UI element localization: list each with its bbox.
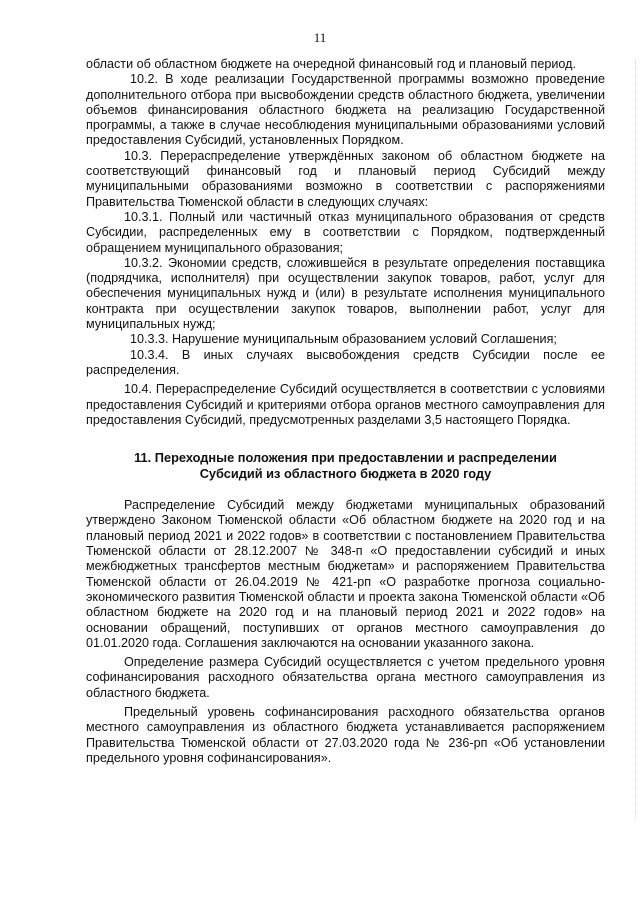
paragraph-10-3-4: 10.3.4. В иных случаях высвобождения средств Субсидии после ее распределения. [86,347,605,377]
paragraph-10-3-1: 10.3.1. Полный или частичный отказ муниципального образования от средств Субсидии, распределенных ему в соответствии с Порядком, подтвержденный обращением муниципального образования; [86,209,605,255]
paragraph-10-3-2: 10.3.2. Экономии средств, сложившейся в результате определения поставщика (подрядчика, исполнителя) при осуществлении закупок товаров, работ, услуг для обеспечения муниципальных нужд и (или) в результате исполнения муниципального контракта при осуществлении закупок товаров, выполнении работ, услуг для муниципальных нужд; [86,255,605,332]
paragraph-10-4: 10.4. Перераспределение Субсидий осуществляется в соответствии с условиями предоставления Субсидий и критериями отбора органов местного самоуправления для предоставления Субсидий, предусмотренных разделами 3,5 настоящего Порядка. [86,382,605,427]
document-body [86,57,605,766]
scan-edge-marks [629,60,636,820]
paragraph-continuation: области об областном бюджете на очередной финансовый год и плановый период. [86,57,576,71]
paragraph-cofinancing-level: Предельный уровень софинансирования расходного обязательства органов местного самоуправления из областного бюджета устанавливается распоряжением Правительства Тюменской области от 27.03.2020 года № 236-рп «Об установлении предельного уровня софинансирования». [86,704,605,765]
paragraph-size-determination: Определение размера Субсидий осуществляется с учетом предельного уровня софинансирования расходного обязательства органа местного самоуправления из областного бюджета. [86,655,605,700]
paragraph-10-3-3: 10.3.3. Нарушение муниципальным образованием условий Соглашения; [130,332,557,347]
section-title-line-1: 11. Переходные положения при предоставлении и распределении [134,450,557,466]
paragraph-10-2: 10.2. В ходе реализации Государственной программы возможно проведение дополнительного отбора при высвобождении средств областного бюджета, увеличении объемов финансирования областного бюджета на реализацию Государственной программы, а также в случае несоблюдения муниципальными образованиями условий предоставления Субсидий, установленных Порядком. [86,72,605,148]
paragraph-distribution: Распределение Субсидий между бюджетами муниципальных образований утверждено Законом Тюменской области «Об областном бюджете на 2020 год и на плановый период 2021 и 2022 годов» в соответствии с постановлением Правительства Тюменской области от 28.12.2007 № 348-п «О предоставлении субсидий и иных межбюджетных трансфертов местным бюджетам» и распоряжением Правительства Тюменской области от 26.04.2019 № 421-рп «О разработке прогноза социально-экономического развития Тюменской области и проекта закона Тюменской области «Об областном бюджете на 2020 год и на плановый период 2021 и 2022 годов» на основании обращений, поступивших от органов местного самоуправления до 01.01.2020 года. Соглашения заключаются на основании указанного закона. [86,498,605,650]
paragraph-10-3: 10.3. Перераспределение утверждённых законом об областном бюджете на соответствующий финансовый год и плановый период Субсидий между муниципальными образованиями возможно в соответствии с распоряжениями Правительства Тюменской области в следующих случаях: [86,148,605,209]
page-number: 11 [313,30,327,45]
section-title-line-2: Субсидий из областного бюджета в 2020 году [199,466,492,482]
section-title [86,450,605,482]
